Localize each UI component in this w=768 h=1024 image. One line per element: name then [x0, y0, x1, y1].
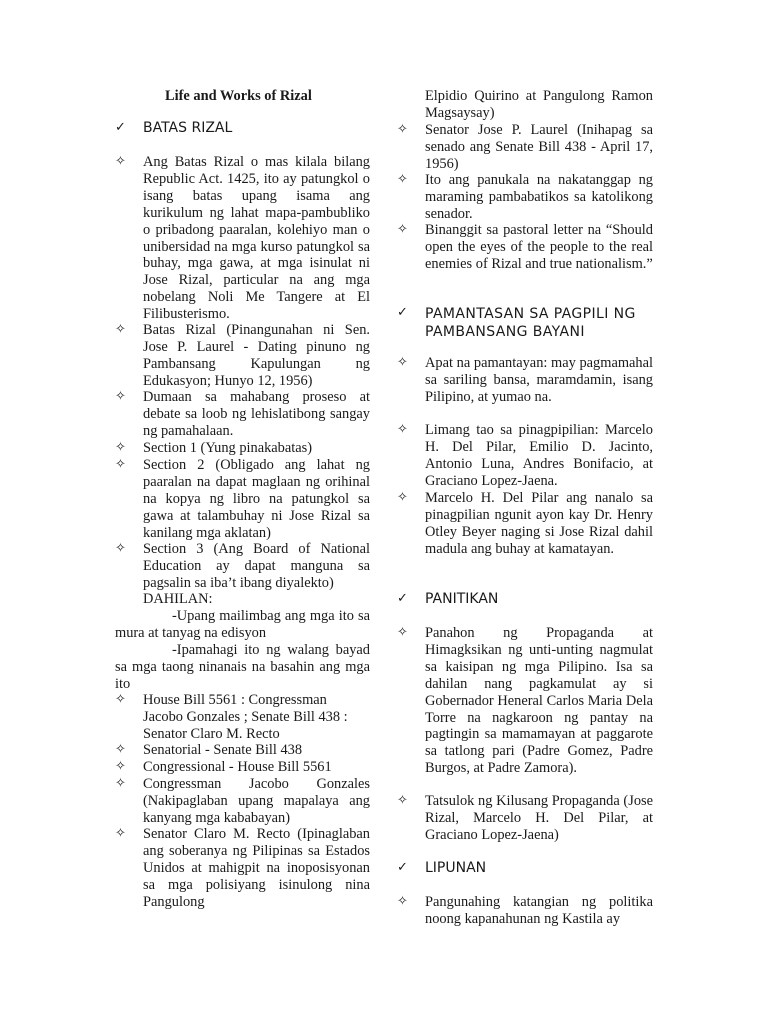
list-item	[115, 322, 370, 390]
list-item-text: Panahon ng Propaganda at Himagksikan ng unti-unting nagmulat sa kaisipan ng mga Pilipino. Isa sa dahilan nang pagkamulat ay si Gobernador Heneral Carlos Maria Dela Torre na nagkaroon ng pantay na pagtingin sa mamamayan at paggarote sa tatlong pari (Padre Gomez, Padre Burgos, at Padre Zamora).	[425, 625, 653, 777]
diamond-bullet-icon: ✧	[115, 322, 126, 337]
list-item-text: Tatsulok ng Kilusang Propaganda (Jose Rizal, Marcelo H. Del Pilar, at Graciano Lopez-Jaena)	[425, 793, 653, 843]
list-item	[115, 776, 370, 827]
section-heading-lipunan	[397, 860, 653, 877]
list-item	[115, 541, 370, 592]
list-item-text: House Bill 5561 : Congressman Jacobo Gonzales ; Senate Bill 438 : Senator Claro M. Recto	[143, 692, 348, 742]
list-item	[397, 894, 653, 928]
diamond-bullet-icon: ✧	[397, 422, 408, 437]
diamond-bullet-icon: ✧	[115, 541, 126, 556]
diamond-bullet-icon: ✧	[115, 826, 126, 841]
list-item	[397, 625, 653, 777]
list-item	[397, 422, 653, 490]
list-item-text: Ito ang panukala na nakatanggap ng maraming pambabatikos sa katolikong senador.	[425, 172, 653, 222]
list-item-text: Apat na pamantayan: may pagmamahal sa sariling bansa, maramdamin, isang Pilipino, at yumao na.	[425, 355, 653, 405]
list-item-text: Section 3 (Ang Board of National Education ay dapat manguna sa pagsalin sa iba’t ibang diyalekto)	[143, 541, 370, 591]
list-item-text: Marcelo H. Del Pilar ang nanalo sa pinagpilian ngunit ayon kay Dr. Henry Otley Beyer naging si Jose Rizal dahil madula ang buhay at kamatayan.	[425, 490, 653, 557]
diamond-bullet-icon: ✧	[397, 490, 408, 505]
diamond-bullet-icon: ✧	[115, 440, 126, 455]
checkmark-icon: ✓	[397, 591, 408, 606]
list-item-text: Senatorial - Senate Bill 438	[143, 742, 303, 758]
heading-text: BATAS RIZAL	[143, 120, 233, 136]
continuation-paragraph: Elpidio Quirino at Pangulong Ramon Magsaysay)	[425, 88, 653, 121]
diamond-bullet-icon: ✧	[397, 172, 408, 187]
list-item	[397, 793, 653, 844]
checkmark-icon: ✓	[115, 120, 126, 135]
diamond-bullet-icon: ✧	[115, 692, 126, 707]
list-item-text: Senator Claro M. Recto (Ipinaglaban ang soberanya ng Pilipinas sa Estados Unidos at mahigpit na inoposisyonan sa mga polisiyang isinulong nina Pangulong	[143, 826, 370, 910]
section-heading-batas-rizal	[115, 120, 370, 137]
list-item	[115, 826, 370, 911]
list-item	[115, 457, 370, 542]
list-item-text: Section 2 (Obligado ang lahat ng paaralan na dapat maglaan ng orihinal na kopya ng libro na patungkol sa gawa at talambuhay ni Jose Rizal sa kanilang mga aklatan)	[143, 457, 370, 541]
list-item	[397, 355, 653, 406]
list-item-text: Congressman Jacobo Gonzales (Nakipaglaban upang mapalaya ang kanyang mga kababayan)	[143, 776, 370, 826]
list-item	[397, 172, 653, 223]
diamond-bullet-icon: ✧	[397, 894, 408, 909]
list-item	[115, 389, 370, 440]
list-item	[115, 440, 370, 457]
list-item-text: Senator Jose P. Laurel (Inihapag sa senado ang Senate Bill 438 - April 17, 1956)	[425, 122, 653, 172]
diamond-bullet-icon: ✧	[115, 742, 126, 757]
section-heading-pamantasan	[397, 305, 653, 341]
page-title: Life and Works of Rizal	[165, 88, 312, 104]
list-item-text: Pangunahing katangian ng politika noong kapanahunan ng Kastila ay	[425, 894, 653, 927]
diamond-bullet-icon: ✧	[397, 122, 408, 137]
diamond-bullet-icon: ✧	[397, 355, 408, 370]
diamond-bullet-icon: ✧	[397, 793, 408, 808]
dahilan-label: DAHILAN:	[143, 591, 213, 607]
heading-text: PANITIKAN	[425, 591, 499, 607]
diamond-bullet-icon: ✧	[115, 759, 126, 774]
list-item-text: Congressional - House Bill 5561	[143, 759, 332, 775]
dahilan-reason: -Ipamahagi ito ng walang bayad sa mga taong ninanais na basahin ang mga ito	[115, 641, 370, 692]
list-item	[115, 742, 370, 759]
checkmark-icon: ✓	[397, 860, 408, 875]
list-item-text: Batas Rizal (Pinangunahan ni Sen. Jose P. Laurel - Dating pinuno ng Pambansang Kapulungan ng Edukasyon; Hunyo 12, 1956)	[143, 322, 370, 389]
diamond-bullet-icon: ✧	[115, 154, 126, 169]
section-heading-panitikan	[397, 591, 653, 608]
diamond-bullet-icon: ✧	[115, 457, 126, 472]
diamond-bullet-icon: ✧	[115, 389, 126, 404]
dahilan-block	[115, 591, 370, 692]
diamond-bullet-icon: ✧	[115, 776, 126, 791]
diamond-bullet-icon: ✧	[397, 625, 408, 640]
list-item	[397, 490, 653, 558]
diamond-bullet-icon: ✧	[397, 222, 408, 237]
list-item	[397, 222, 653, 273]
continuation-text	[397, 88, 653, 122]
heading-text: PAMANTASAN SA PAGPILI NG PAMBANSANG BAYANI	[425, 306, 636, 340]
dahilan-reason: -Upang mailimbag ang mga ito sa mura at tanyag na edisyon	[115, 607, 370, 641]
list-item-text: Dumaan sa mahabang proseso at debate sa loob ng lehislatibong sangay ng pamahalaan.	[143, 389, 370, 439]
list-item	[115, 759, 370, 776]
list-item-text: Binanggit sa pastoral letter na “Should open the eyes of the people to the real enemies of Rizal and true nationalism.”	[425, 222, 653, 272]
list-item	[115, 692, 370, 743]
heading-text: LIPUNAN	[425, 860, 487, 876]
list-item	[397, 122, 653, 173]
list-item-text: Limang tao sa pinagpipilian: Marcelo H. Del Pilar, Emilio D. Jacinto, Antonio Luna, Andres Bonifacio, at Graciano Lopez-Jaena.	[425, 422, 653, 489]
list-item-text: Ang Batas Rizal o mas kilala bilang Republic Act. 1425, ito ay patungkol o isang batas upang isama ang kurikulum ng lahat mapa-pambubliko o pribadong paaralan, kolehiyo man o unibersidad na mga kurso patungkol sa buhay, mga gawa, at mga isinulat ni Jose Rizal, particular na ang mga nobelang Noli Me Tangere at El Filibusterismo.	[143, 154, 370, 323]
checkmark-icon: ✓	[397, 305, 408, 320]
list-item	[115, 154, 370, 323]
list-item-text: Section 1 (Yung pinakabatas)	[143, 440, 313, 456]
